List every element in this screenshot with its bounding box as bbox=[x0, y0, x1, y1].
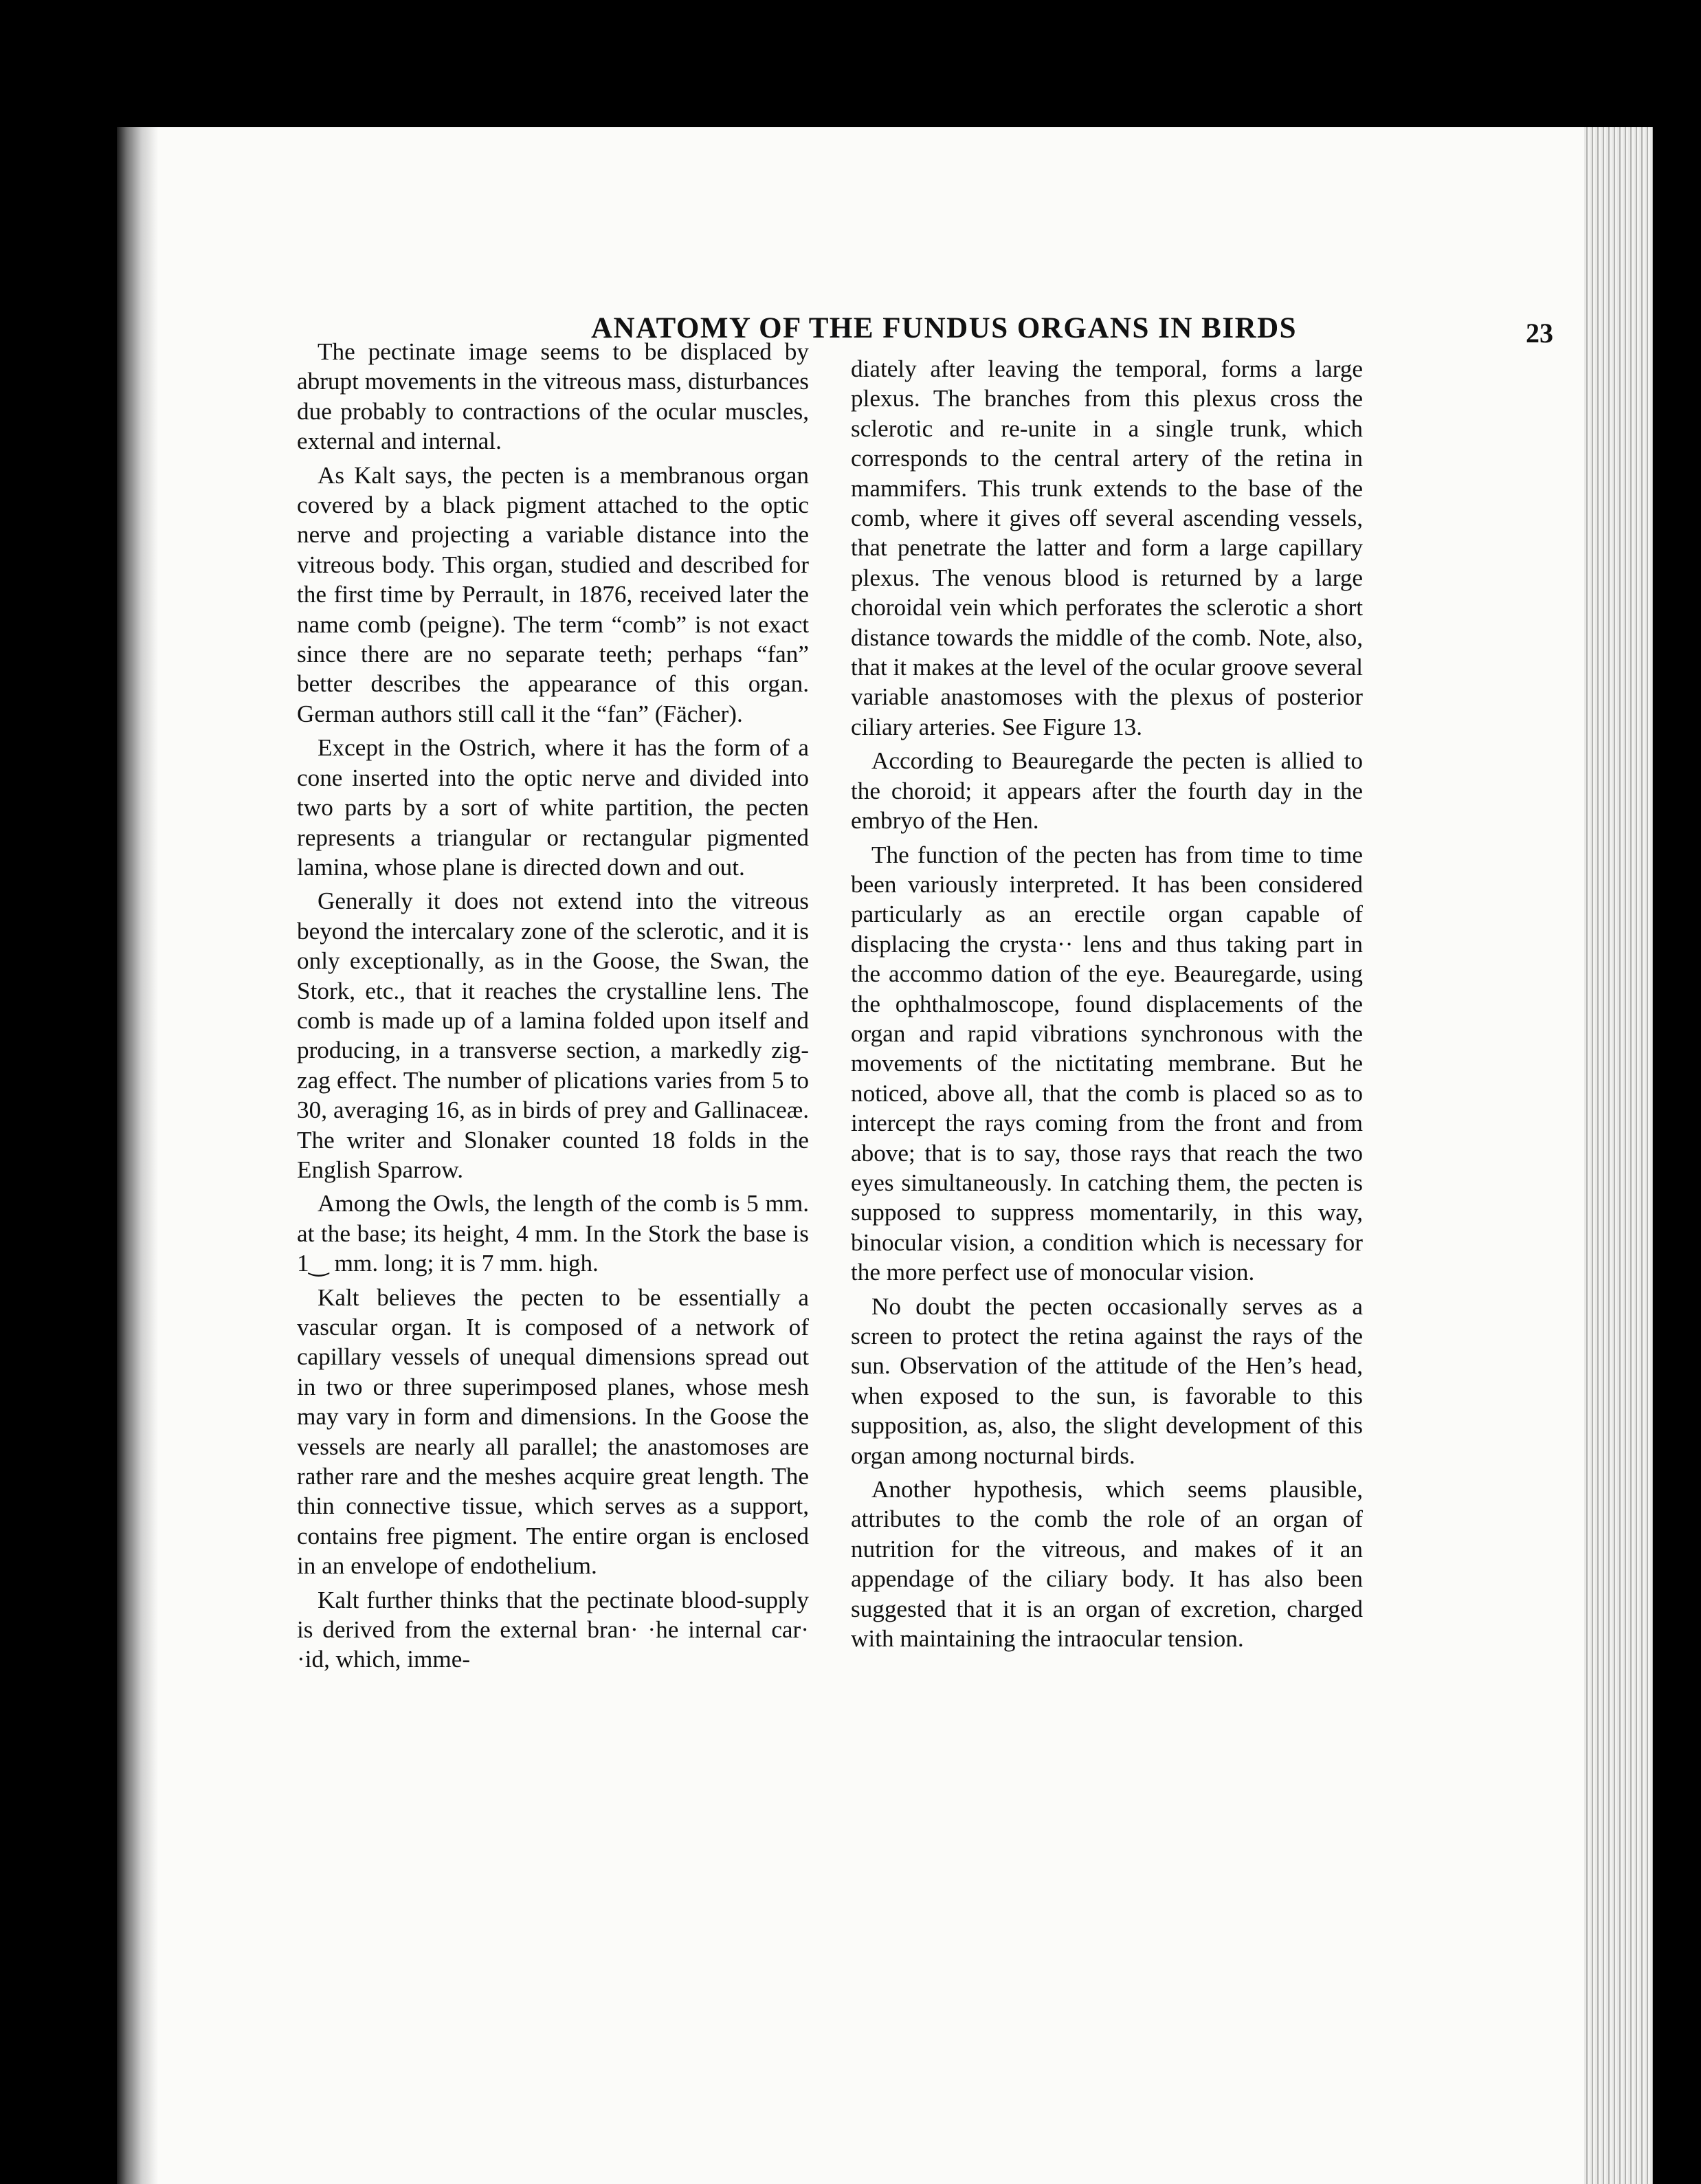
running-head: ANATOMY OF THE FUNDUS ORGANS IN BIRDS bbox=[591, 312, 1298, 344]
paragraph: Kalt believes the pecten to be essentially a vascular organ. It is composed of a network of capillary vessels of unequal dimensions spread out in two or three superimposed planes, whose mesh may vary in form and dimensions. In the Goose the vessels are nearly all parallel; the anastomoses are rather rare and the meshes acquire great length. The thin connective tissue, which serves as a support, contains free pigment. The entire organ is enclosed in an envelope of endothelium. bbox=[297, 1283, 809, 1580]
paragraph: Among the Owls, the length of the comb is 5 mm. at the base; its height, 4 mm. In the Stork the base is 1‿ mm. long; it is 7 mm. high. bbox=[297, 1190, 809, 1277]
paragraph: Except in the Ostrich, where it has the form of a cone inserted into the optic nerve and divided into two parts by a sort of white partition, the pecten represents a triangular or rectangular pigmented lamina, whose plane is directed down and out. bbox=[297, 734, 809, 881]
paragraph-continued: diately after leaving the temporal, forms a large plexus. The branches from this plexus cross the sclerotic and re-unite in a single trunk, which corresponds to the central artery of the retina in mammifers. This trunk extends to the base of the comb, where it gives off several ascending vessels, that penetrate the latter and form a large capillary plexus. The venous blood is returned by a large choroidal vein which perforates the sclerotic a short distance towards the middle of the comb. Note, also, that it makes at the level of the ocular groove several variable anastomoses with the plexus of posterior ciliary arteries. See Figure 13. bbox=[851, 355, 1363, 740]
paragraph: The function of the pecten has from time to time been variously interpreted. It has been considered particularly as an erectile organ capable of displacing the crysta·· lens and thus taking part in the accommo dation of the eye. Beauregarde, using the ophthalmoscope, found displacements of the organ and rapid vibrations synchronous with the movements of the nictitating membrane. But he noticed, above all, that the comb is placed so as to intercept the rays coming from the front and from above; that is to say, those rays that reach the two eyes simultaneously. In catching them, the pecten is supposed to suppress momentarily, in this way, binocular vision, a condition which is necessary for the more perfect use of monocular vision. bbox=[851, 841, 1363, 1286]
left-column bbox=[297, 337, 809, 1679]
paragraph: Kalt further thinks that the pectinate blood-supply is derived from the external bran· ·he internal car· ·id, which, imme- bbox=[297, 1586, 809, 1673]
right-column bbox=[851, 354, 1363, 1657]
book-page bbox=[117, 127, 1653, 2184]
paragraph: No doubt the pecten occasionally serves as a screen to protect the retina against the rays of the sun. Observation of the attitude of the Hen’s head, when exposed to the sun, is favorable to this supposition, as, also, the slight development of this organ among nocturnal birds. bbox=[851, 1292, 1363, 1469]
gutter-shadow bbox=[117, 127, 158, 2184]
page-edge-stack bbox=[1584, 127, 1653, 2184]
paragraph: Another hypothesis, which seems plausible, attributes to the comb the role of an organ of nutrition for the vitreous, and makes of it an appendage of the ciliary body. It has also been suggested that it is an organ of excretion, charged with maintaining the intraocular tension. bbox=[851, 1476, 1363, 1653]
page-number: 23 bbox=[1526, 318, 1553, 349]
paragraph: Generally it does not extend into the vitreous beyond the intercalary zone of the sclerotic, and it is only exceptionally, as in the Goose, the Swan, the Stork, etc., that it reaches the crystalline lens. The comb is made up of a lamina folded upon itself and producing, in a transverse section, a markedly zig-zag effect. The number of plications varies from 5 to 30, averaging 16, as in birds of prey and Gallinaceæ. The writer and Slonaker counted 18 folds in the English Sparrow. bbox=[297, 887, 809, 1183]
paragraph: According to Beauregarde the pecten is allied to the choroid; it appears after the fourth day in the embryo of the Hen. bbox=[851, 747, 1363, 835]
paragraph: As Kalt says, the pecten is a membranous organ covered by a black pigment attached to the optic nerve and projecting a variable distance into the vitreous body. This organ, studied and described for the first time by Perrault, in 1876, received later the name comb (peigne). The term “comb” is not exact since there are no separate teeth; perhaps “fan” better describes the appearance of this organ. German authors still call it the “fan” (Fächer). bbox=[297, 461, 809, 727]
paragraph: The pectinate image seems to be displaced by abrupt movements in the vitreous mass, disturbances due probably to contractions of the ocular muscles, external and internal. bbox=[297, 338, 809, 455]
